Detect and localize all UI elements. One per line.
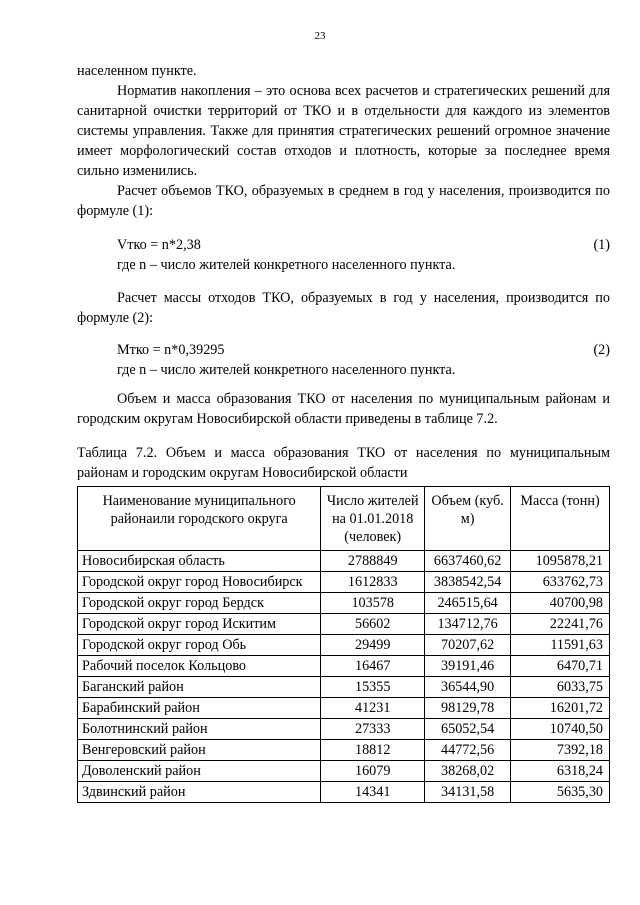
cell-population: 27333 (321, 719, 425, 740)
cell-volume: 3838542,54 (425, 572, 511, 593)
cell-mass: 11591,63 (511, 635, 610, 656)
table-caption-block (77, 443, 610, 483)
cell-mass: 633762,73 (511, 572, 610, 593)
formula-1-expression: Vтко = n*2,38 (117, 237, 201, 253)
header-name: Наименование муниципального районаили городского округа (78, 487, 321, 551)
table-row (78, 740, 610, 761)
formula-1 (77, 235, 610, 255)
paragraph-norm: Норматив накопления – это основа всех расчетов и стратегических решений для санитарной очистки территорий от ТКО и в отдельности для каждого из элементов системы управления. Также для принятия стратегических решений огромное значение имеет морфологический состав отходов и плотность, которые за последнее время сильно изменились. (77, 83, 610, 179)
body-text-formula2 (77, 288, 610, 328)
cell-mass: 1095878,21 (511, 551, 610, 572)
cell-population: 14341 (321, 782, 425, 803)
cell-name: Здвинский район (78, 782, 321, 803)
cell-population: 16079 (321, 761, 425, 782)
cell-population: 56602 (321, 614, 425, 635)
cell-name: Болотнинский район (78, 719, 321, 740)
cell-mass: 22241,76 (511, 614, 610, 635)
table-row (78, 593, 610, 614)
formula-1-where: где n – число жителей конкретного населенного пункта. (117, 257, 456, 273)
table-row (78, 698, 610, 719)
body-text (77, 61, 610, 181)
cell-volume: 98129,78 (425, 698, 511, 719)
cell-mass: 6318,24 (511, 761, 610, 782)
cell-name: Баганский район (78, 677, 321, 698)
cell-population: 2788849 (321, 551, 425, 572)
formula-1-number: (1) (593, 237, 610, 253)
formula-2-expression: Мтко = n*0,39295 (117, 342, 225, 358)
cell-population: 103578 (321, 593, 425, 614)
formula-2-where: где n – число жителей конкретного населенного пункта. (117, 362, 456, 378)
formula-block-1 (77, 235, 610, 275)
cell-name: Новосибирская область (78, 551, 321, 572)
table-header-row (78, 487, 610, 551)
paragraph-continuation: населенном пункте. (77, 63, 197, 79)
header-volume: Объем (куб. м) (425, 487, 511, 551)
header-population: Число жителей на 01.01.2018 (человек) (321, 487, 425, 551)
cell-population: 18812 (321, 740, 425, 761)
cell-name: Городской округ город Обь (78, 635, 321, 656)
cell-mass: 10740,50 (511, 719, 610, 740)
cell-volume: 34131,58 (425, 782, 511, 803)
cell-mass: 6470,71 (511, 656, 610, 677)
table-row (78, 656, 610, 677)
paragraph-mass-calc: Расчет массы отходов ТКО, образуемых в год у населения, производится по формуле (2): (77, 290, 610, 326)
cell-volume: 70207,62 (425, 635, 511, 656)
formula-2-number: (2) (593, 342, 610, 358)
cell-volume: 44772,56 (425, 740, 511, 761)
cell-name: Доволенский район (78, 761, 321, 782)
cell-name: Рабочий поселок Кольцово (78, 656, 321, 677)
cell-volume: 6637460,62 (425, 551, 511, 572)
cell-population: 41231 (321, 698, 425, 719)
formula-block-2 (77, 340, 610, 380)
page-number: 23 (314, 30, 326, 42)
data-table (77, 486, 610, 803)
table-row (78, 614, 610, 635)
cell-volume: 134712,76 (425, 614, 511, 635)
cell-population: 29499 (321, 635, 425, 656)
cell-mass: 5635,30 (511, 782, 610, 803)
table-row (78, 719, 610, 740)
table-row (78, 572, 610, 593)
cell-name: Городской округ город Бердск (78, 593, 321, 614)
cell-name: Венгеровский район (78, 740, 321, 761)
cell-name: Барабинский район (78, 698, 321, 719)
cell-volume: 39191,46 (425, 656, 511, 677)
table-row (78, 677, 610, 698)
body-text-table-intro (77, 389, 610, 429)
cell-volume: 38268,02 (425, 761, 511, 782)
table-caption: Таблица 7.2. Объем и масса образования ТКО от населения по муниципальным районам и городским округам Новосибирской области (77, 445, 610, 481)
cell-mass: 16201,72 (511, 698, 610, 719)
cell-volume: 36544,90 (425, 677, 511, 698)
table-row (78, 635, 610, 656)
cell-volume: 65052,54 (425, 719, 511, 740)
cell-mass: 40700,98 (511, 593, 610, 614)
cell-mass: 6033,75 (511, 677, 610, 698)
paragraph-table-intro: Объем и масса образования ТКО от населения по муниципальным районам и городским округам Новосибирской области приведены в таблице 7.2. (77, 391, 610, 427)
paragraph-volume-calc: Расчет объемов ТКО, образуемых в среднем в год у населения, производится по формуле (1): (77, 183, 610, 219)
cell-volume: 246515,64 (425, 593, 511, 614)
cell-name: Городской округ город Новосибирск (78, 572, 321, 593)
table-row (78, 782, 610, 803)
cell-population: 1612833 (321, 572, 425, 593)
table-row (78, 551, 610, 572)
cell-mass: 7392,18 (511, 740, 610, 761)
header-mass: Масса (тонн) (511, 487, 610, 551)
table-row (78, 761, 610, 782)
cell-population: 15355 (321, 677, 425, 698)
cell-population: 16467 (321, 656, 425, 677)
formula-2 (77, 340, 610, 360)
cell-name: Городской округ город Искитим (78, 614, 321, 635)
body-text-formula1 (77, 181, 610, 221)
